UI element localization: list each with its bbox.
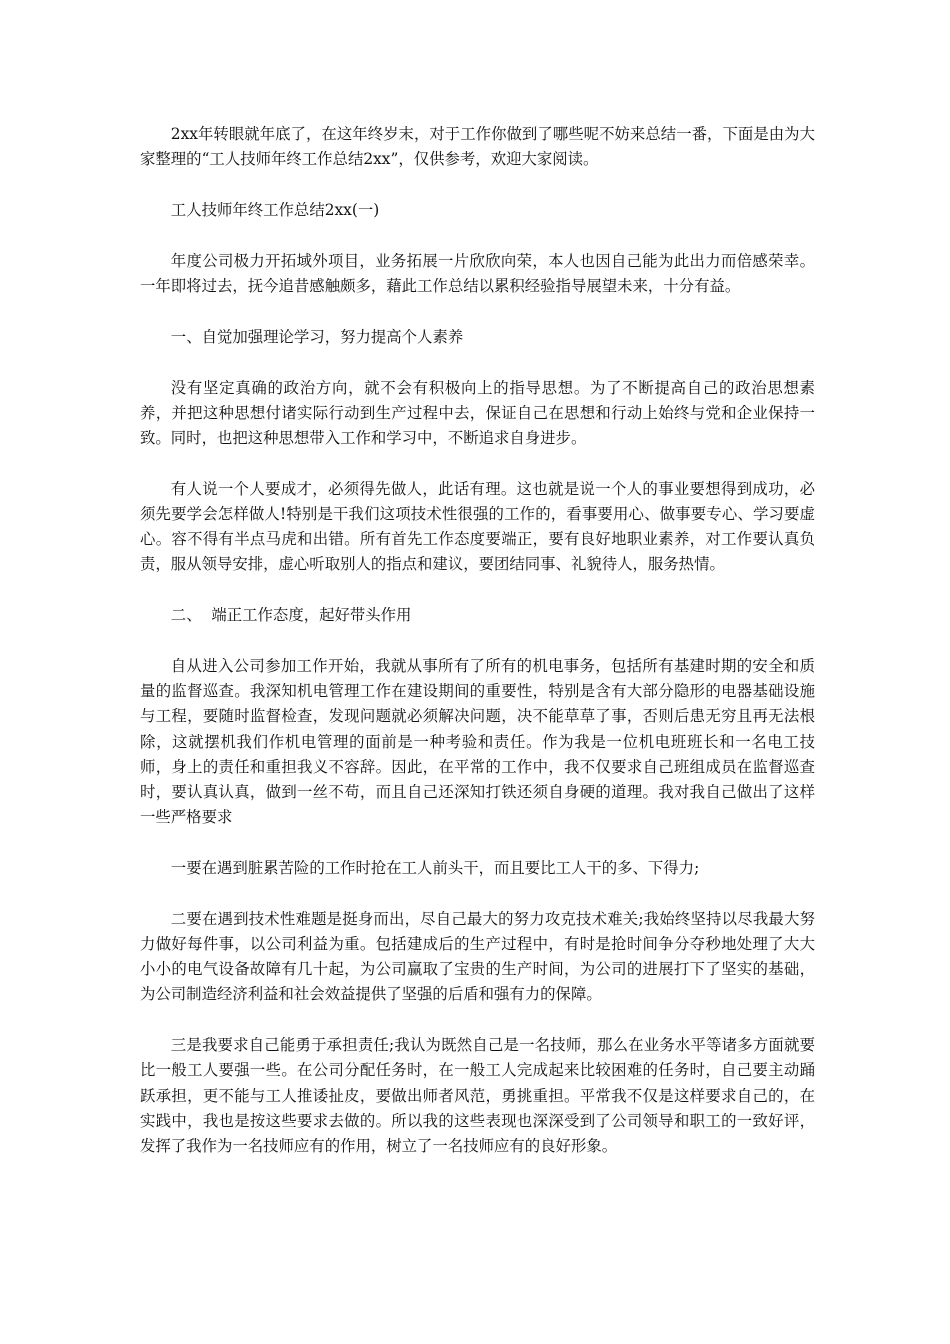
section-heading-1: 一、自觉加强理论学习，努力提高个人素养 [170,327,464,346]
document-title: 工人技师年终工作总结2xx(一) [170,201,380,219]
paragraph-1: 年度公司极力开拓域外项目，业务拓展一片欣欣向荣，本人也因自己能为此出力而倍感荣幸。一年即将过去，抚今追昔感触颇多，藉此工作总结以累积经验指导展望未来，十分有益。 [140,251,815,295]
document-body [140,122,815,1185]
paragraph-7: 三是我要求自己能勇于承担责任;我认为既然自己是一名技师，那么在业务水平等诸多方面就要比一般工人要强一些。在公司分配任务时，在一般工人完成起来比较困难的任务时，自己要主动踊跃承担，更不能与工人推诿扯皮，要做出师者风范，勇挑重担。平常我不仅是这样要求自己的，在实践中，我也是按这些要求去做的。所以我的这些表现也深深受到了公司领导和职工的一致好评，发挥了我作为一名技师应有的作用，树立了一名技师应有的良好形象。 [140,1036,815,1156]
paragraph-6: 二要在遇到技术性难题是挺身而出，尽自己最大的努力攻克技术难关;我始终坚持以尽我最大努力做好每件事，以公司利益为重。包括建成后的生产过程中，有时是抢时间争分夺秒地处理了大大小小的电气设备故障有几十起，为公司赢取了宝贵的生产时间，为公司的进展打下了坚实的基础，为公司制造经济利益和社会效益提供了坚强的后盾和强有力的保障。 [140,909,815,1004]
section-heading-2: 二、 端正工作态度，起好带头作用 [170,606,412,625]
paragraph-4: 自从进入公司参加工作开始，我就从事所有了所有的机电事务，包括所有基建时期的安全和质量的监督巡查。我深知机电管理工作在建设期间的重要性，特别是含有大部分隐形的电器基础设施与工程，要随时监督检查，发现问题就必须解决问题，决不能草草了事，否则后患无穷且再无法根除，这就摆机我们作机电管理的面前是一种考验和责任。作为我是一位机电班班长和一名电工技师，身上的责任和重担我义不容辞。因此，在平常的工作中，我不仅要求自己班组成员在监督巡查时，要认真认真，做到一丝不苟，而且自己还深知打铁还须自身硬的道理。我对我自己做出了这样一些严格要求 [140,657,815,827]
paragraph-3: 有人说一个人要成才，必须得先做人，此话有理。这也就是说一个人的事业要想得到成功，必须先要学会怎样做人!特别是干我们这项技术性很强的工作的，看事要用心、做事要专心、学习要虚心。容不得有半点马虎和出错。所有首先工作态度要端正，要有良好地职业素养，对工作要认真负责，服从领导安排，虚心听取别人的指点和建议，要团结同事、礼貌待人，服务热情。 [140,479,815,574]
paragraph-2: 没有坚定真确的政治方向，就不会有积极向上的指导思想。为了不断提高自己的政治思想素养，并把这种思想付诸实际行动到生产过程中去，保证自己在思想和行动上始终与党和企业保持一致。同时，也把这种思想带入工作和学习中，不断追求自身进步。 [140,378,815,447]
paragraph-5: 一要在遇到脏累苦险的工作时抢在工人前头干，而且要比工人干的多、下得力; [170,859,700,878]
intro-paragraph: 2xx年转眼就年底了，在这年终岁末，对于工作你做到了哪些呢不妨来总结一番，下面是由为大家整理的“工人技师年终工作总结2xx”，仅供参考，欢迎大家阅读。 [140,125,815,169]
